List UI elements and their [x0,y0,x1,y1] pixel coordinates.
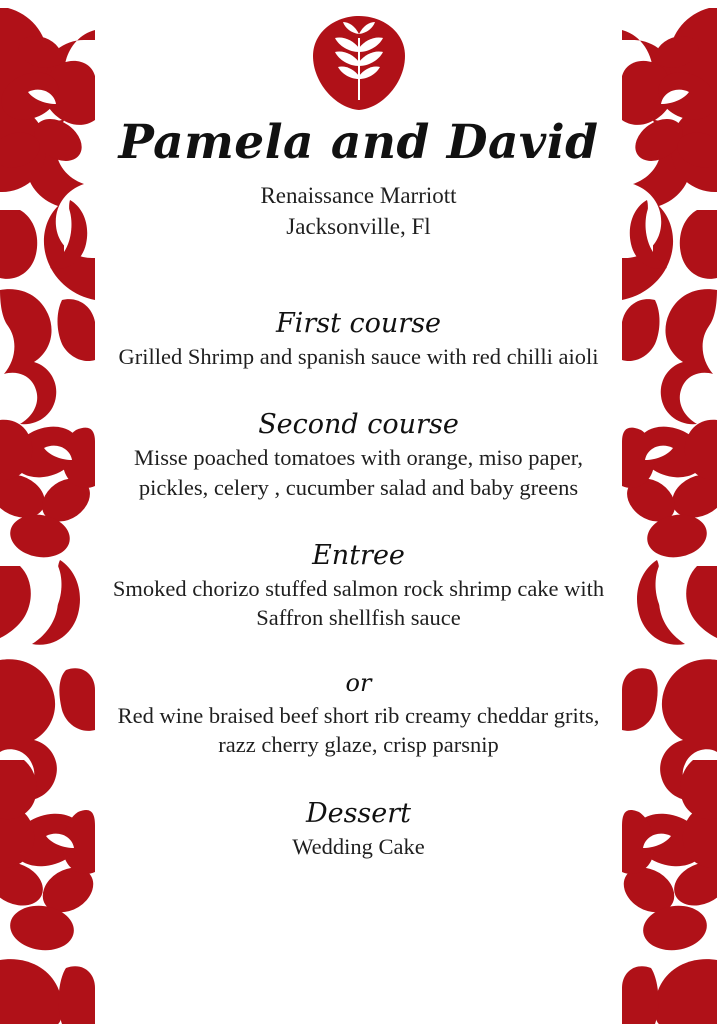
course-title: or [345,669,372,698]
course-title: Second course [258,409,459,441]
course-lines [60,701,657,760]
leaf-crest-icon [0,14,717,117]
menu-content [60,115,657,861]
course-entree [60,540,657,633]
course-line: Wedding Cake [292,833,425,859]
course-dessert [60,798,657,861]
course-line: Grilled Shrimp and spanish sauce with red chilli aioli [118,344,599,370]
venue-block [60,181,657,242]
course-title: First course [275,308,442,340]
course-lines [60,342,657,371]
course-alternate [60,670,657,759]
course-line: Red wine braised beef short rib creamy cheddar grits, [117,703,600,729]
venue-line-2: Jacksonville, Fl [286,213,431,239]
course-lines [60,574,657,633]
course-title: Dessert [305,797,412,829]
couple-names: Pamela and David [118,115,599,170]
course-line: razz cherry glaze, crisp parsnip [218,732,499,758]
course-second [60,409,657,502]
course-line: pickles, celery , cucumber salad and baby greens [138,474,579,500]
course-lines [60,443,657,502]
course-line: Saffron shellfish sauce [256,605,461,631]
course-lines [60,832,657,861]
course-line: Smoked chorizo stuffed salmon rock shrimp cake with [112,575,605,601]
course-first [60,308,657,371]
venue-line-1: Renaissance Marriott [260,183,457,209]
course-title: Entree [312,539,405,571]
course-line: Misse poached tomatoes with orange, miso paper, [134,445,583,471]
